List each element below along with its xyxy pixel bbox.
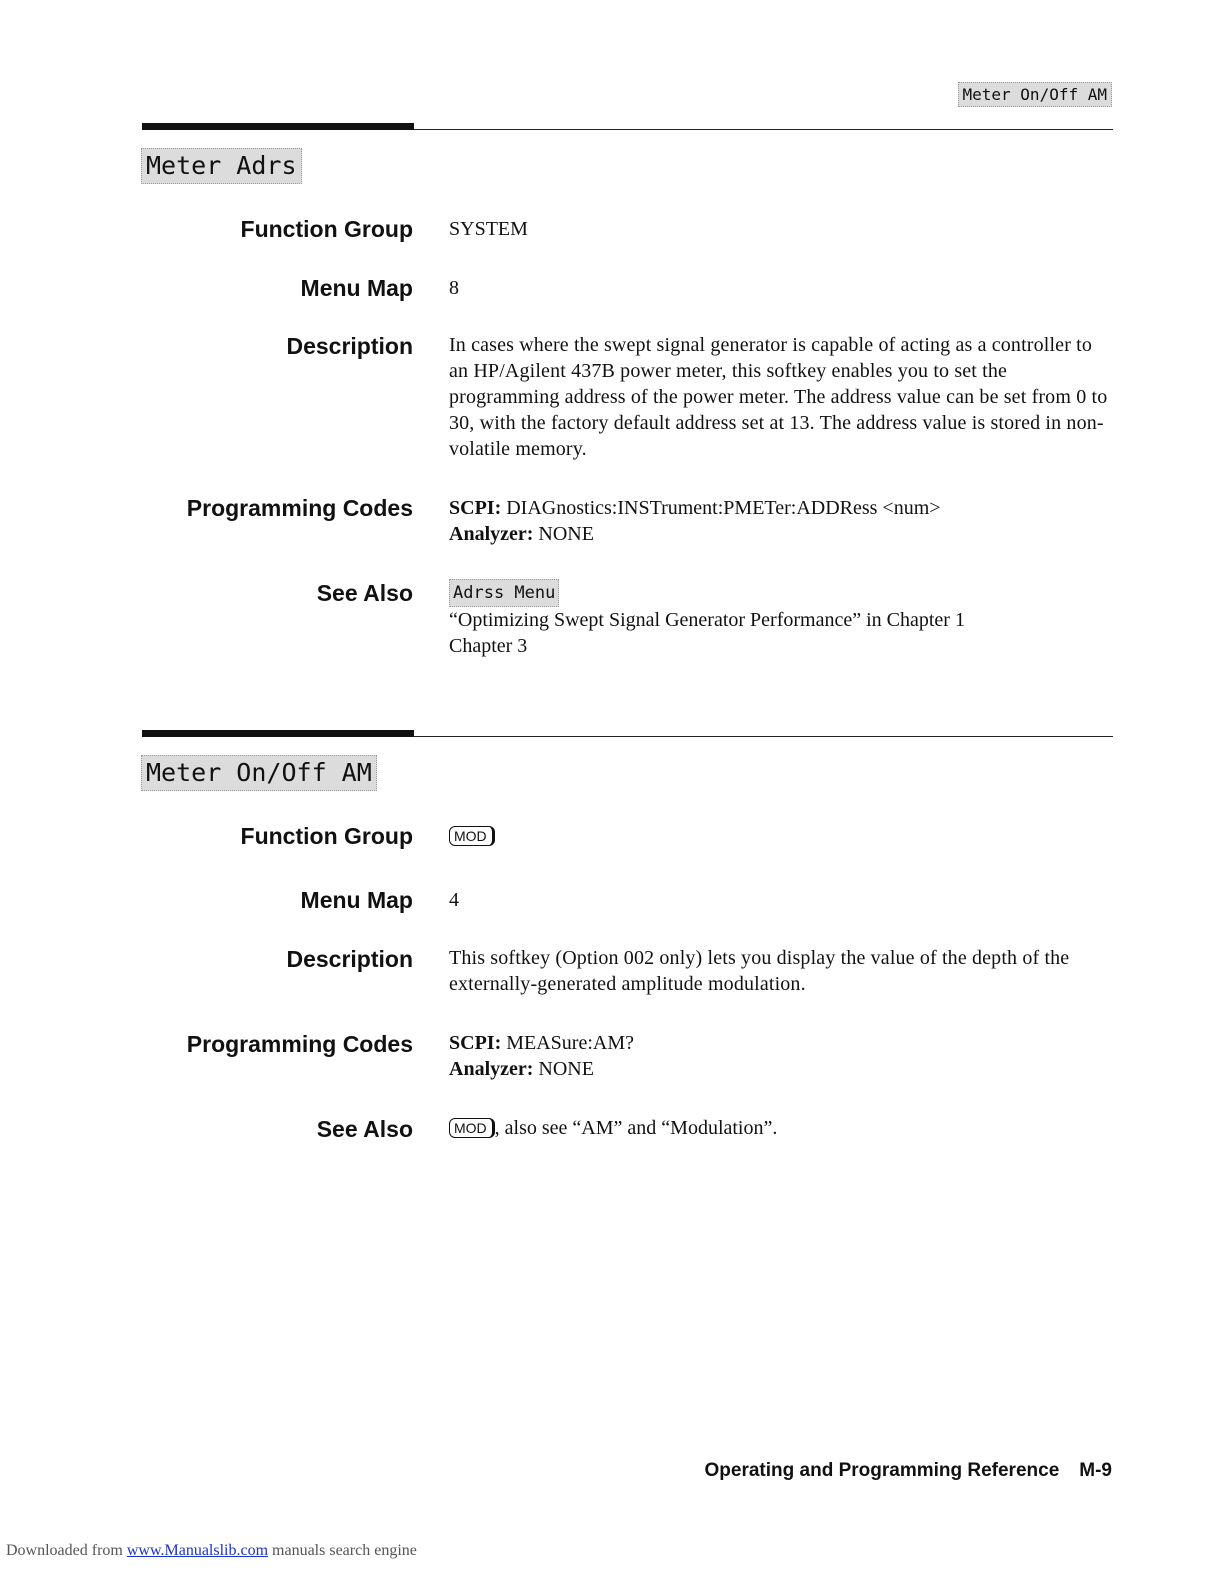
section-title-meter-on-off-am: Meter On/Off AM xyxy=(141,755,377,791)
programming-codes-label: Programming Codes xyxy=(186,495,413,521)
analyzer-line xyxy=(449,1056,1114,1082)
menu-map-label: Menu Map xyxy=(300,887,413,913)
download-prefix: Downloaded from xyxy=(6,1542,127,1559)
analyzer-label: Analyzer: xyxy=(449,1058,534,1080)
see-also-reference: “Optimizing Swept Signal Generator Performance” in Chapter 1 xyxy=(449,609,965,631)
running-head: Meter On/Off AM xyxy=(958,82,1113,107)
function-group-label: Function Group xyxy=(240,823,413,849)
description-text: This softkey (Option 002 only) lets you display the value of the depth of the externally-generated amplitude modulation. xyxy=(449,947,1070,995)
scpi-command: MEASure:AM? xyxy=(506,1032,634,1054)
see-also-list xyxy=(449,579,1114,659)
mod-key[interactable]: MOD xyxy=(449,826,495,846)
programming-codes xyxy=(449,1030,1114,1082)
download-note xyxy=(6,1542,417,1560)
function-group-value xyxy=(449,823,1114,849)
programming-codes xyxy=(449,495,1114,547)
manualslib-link[interactable]: www.Manualslib.com xyxy=(126,1542,269,1559)
description-label: Description xyxy=(286,333,413,359)
mod-key[interactable]: MOD xyxy=(449,1118,495,1138)
page-footer xyxy=(705,1460,1112,1482)
scpi-label: SCPI: xyxy=(449,1032,502,1054)
function-group-label: Function Group xyxy=(240,216,413,242)
function-group-value: SYSTEM xyxy=(449,218,528,240)
menu-map-value: 4 xyxy=(449,889,459,911)
programming-codes-label: Programming Codes xyxy=(186,1031,413,1057)
see-also-label: See Also xyxy=(316,1116,413,1142)
page-number: M-9 xyxy=(1079,1460,1112,1481)
section-rule xyxy=(142,736,1113,737)
analyzer-value: NONE xyxy=(538,1058,594,1080)
see-also-label: See Also xyxy=(316,580,413,606)
see-also-list xyxy=(449,1115,1114,1141)
menu-map-label: Menu Map xyxy=(300,275,413,301)
analyzer-label: Analyzer: xyxy=(449,523,534,545)
scpi-command: DIAGnostics:INSTrument:PMETer:ADDRess <num> xyxy=(506,497,941,519)
menu-map-value: 8 xyxy=(449,277,459,299)
see-also-reference: Chapter 3 xyxy=(449,635,528,657)
description-label: Description xyxy=(286,946,413,972)
section-title-meter-adrs: Meter Adrs xyxy=(141,148,302,184)
download-suffix: manuals search engine xyxy=(268,1542,417,1559)
see-also-softkey-adrss-menu[interactable]: Adrss Menu xyxy=(449,579,559,607)
scpi-label: SCPI: xyxy=(449,497,502,519)
footer-title: Operating and Programming Reference xyxy=(704,1460,1060,1481)
see-also-text: , also see “AM” and “Modulation”. xyxy=(494,1117,778,1139)
scpi-line xyxy=(449,495,1114,521)
section-rule xyxy=(142,129,1113,130)
analyzer-value: NONE xyxy=(538,523,594,545)
analyzer-line xyxy=(449,521,1114,547)
description-text: In cases where the swept signal generator is capable of acting as a controller to an HP/Agilent 437B power meter, this softkey enables you to set the programming address of the power meter. The address value can be set from 0 to 30, with the factory default address set at 13. The address value is stored in non-volatile memory. xyxy=(449,334,1108,460)
scpi-line xyxy=(449,1030,1114,1056)
